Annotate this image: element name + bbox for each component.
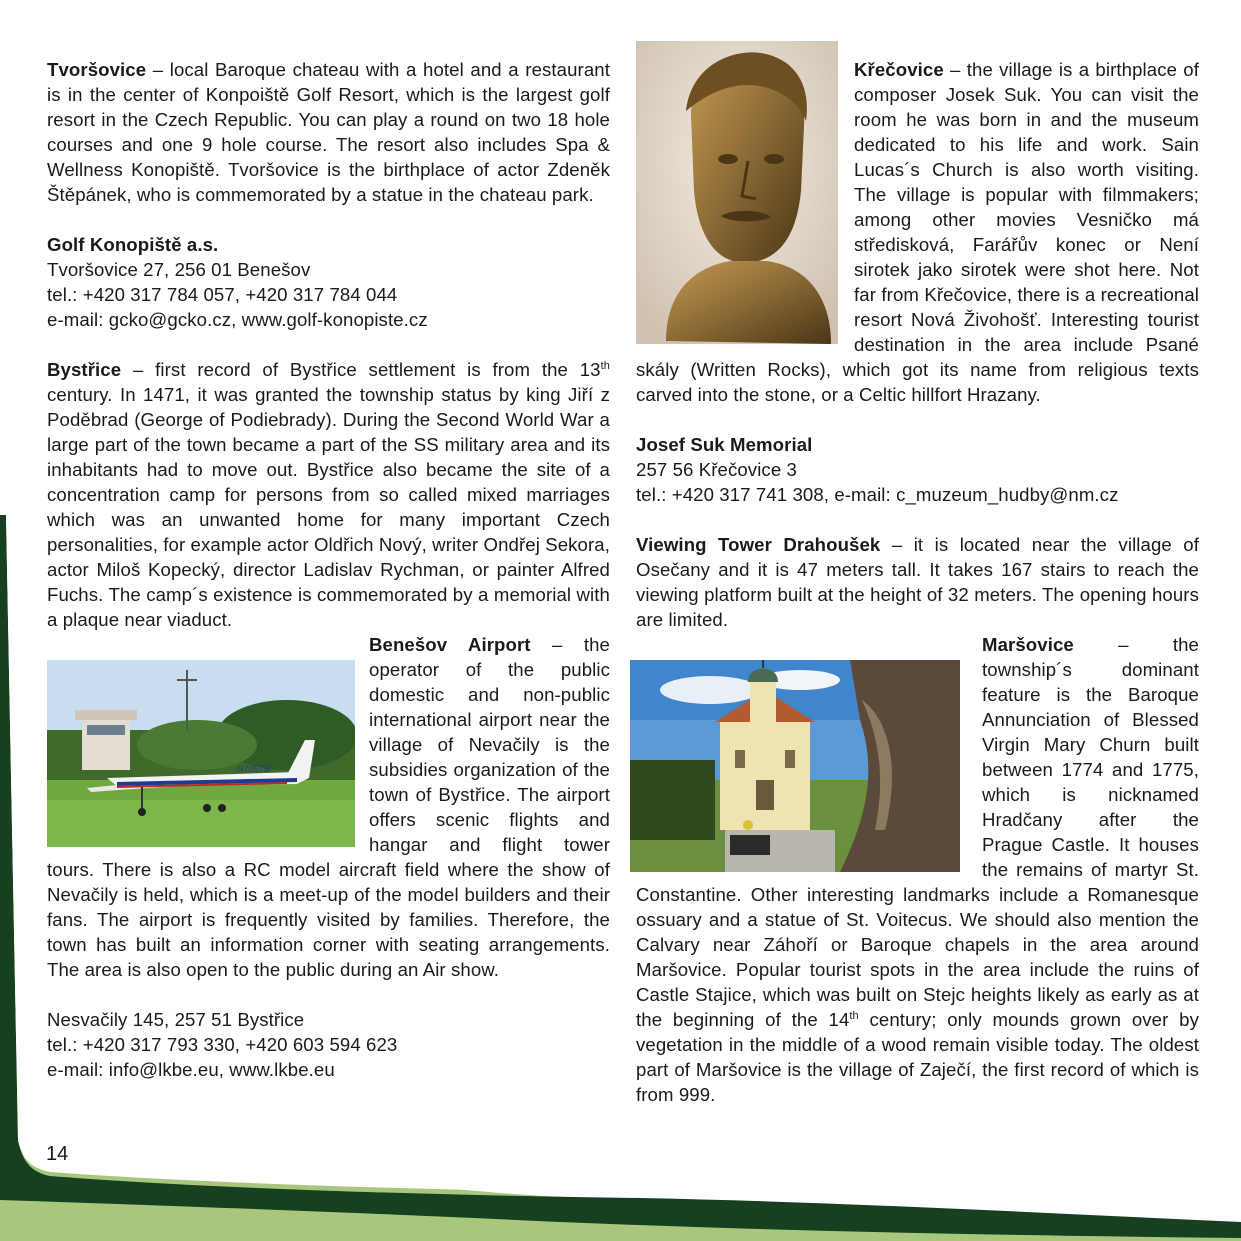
bystrice-sup: th (600, 359, 610, 372)
golf-block (47, 232, 610, 332)
golf-address: Tvoršovice 27, 256 01 Benešov (47, 259, 311, 280)
marsovice-text-a: – the township´s dominant feature is the Baroque Annunciation of Blessed Virgin Mary Churn built between 1774 and 1775, which is nicknamed Hradčany after the Prague Castle. It houses the remains of martyr St. Constantine. Other interesting landmarks include a Romanesque ossuary and a statue of St. Voitecus. We should also mention the Calvary near Záhoří or Baroque chapels in the area around Maršovice. Popular tourist spots in the area include the ruins of Castle Stajice, which was built on Stejc heights likely as early as at the beginning of the 14 (636, 634, 1199, 1030)
golf-email: e-mail: gcko@gcko.cz, www.golf-konopiste.cz (47, 309, 428, 330)
krecovice-text: – the village is a birthplace of composer Josek Suk. You can visit the room he was born in and the museum dedicated to his life and work. Sain Lucas´s Church is also worth visiting. The village is popular with filmmakers; among other movies Vesničko má středisková, Farářův konec or Není sirotek jako sirotek were shot here. Not far from Křečovice, there is a recreational resort Nová Živohošť. Interesting tourist destination in the area include Psané skály (Written Rocks), which got its name from religious texts carved into the stone, or a Celtic hillfort Hrazany. (636, 59, 1199, 405)
tower-heading: Viewing Tower Drahoušek (636, 534, 881, 555)
airport-text: – the operator of the public domestic and non-public international airport near the village of Nevačily is the subsidies organization of the town of Bystřice. The airport offers scenic flights and hangar and flight tower tours. There is also a RC model aircraft field where the show of Nevačily is held, which is a meet-up of the model builders and their fans. The airport is frequently visited by families. Therefore, the town has built an information corner with seating arrangements. The area is also open to the public during an Air show. (47, 634, 610, 980)
bystrice-text-a: – first record of Bystřice settlement is from the 13 (121, 359, 601, 380)
tvorsovice-text: – local Baroque chateau with a hotel and a restaurant is in the center of Konpoiště Golf Resort, which is the largest golf resort in the Czech Republic. You can play a round on two 18 hole courses and one 9 hole course. The resort also includes Spa & Wellness Konopiště. Tvoršovice is the birthplace of actor Zdeněk Štěpánek, who is commemorated by a statue in the chateau park. (47, 59, 610, 205)
tvorsovice-paragraph (47, 57, 610, 207)
suk-block (636, 432, 1199, 507)
marsovice-heading: Maršovice (982, 634, 1074, 655)
tvorsovice-heading: Tvoršovice (47, 59, 147, 80)
bystrice-text-b: century. In 1471, it was granted the township status by king Jiří z Poděbrad (George of Podiebrady). During the Second World War a large part of the town became a part of the SS military area and its inhabitants had to move out. Bystřice also became the site of a concentration camp for persons from so called mixed marriages which was an unwanted home for many important Czech personalities, for example actor Oldřich Nový, writer Ondřej Sekora, actor Miloš Kopecký, director Ladislav Rychman, or painter Alfred Fuchs. The camp´s existence is commemorated by a memorial with a plaque near viaduct. (47, 384, 610, 630)
page-number: 14 (46, 1143, 69, 1165)
bystrice-paragraph (47, 357, 610, 632)
tower-paragraph (636, 532, 1199, 632)
left-column (47, 57, 610, 1082)
tower-text: – it is located near the village of Osečany and it is 47 meters tall. It takes 167 stairs to reach the viewing platform built at the height of 32 meters. The opening hours are limited. (636, 534, 1199, 630)
golf-heading: Golf Konopiště a.s. (47, 234, 219, 255)
airport-tel: tel.: +420 317 793 330, +420 603 594 623 (47, 1034, 398, 1055)
suk-heading: Josef Suk Memorial (636, 434, 813, 455)
suk-contact: tel.: +420 317 741 308, e-mail: c_muzeum_hudby@nm.cz (636, 484, 1119, 505)
plane-registration: N7057B (237, 764, 271, 774)
marsovice-text-b: century; only mounds grown over by vegetation in the middle of a wood remain visible today. The oldest part of Maršovice is the village of Zaječí, the first record of which is from 999. (636, 1009, 1199, 1105)
airplane-photo (47, 660, 355, 847)
airport-heading: Benešov Airport (369, 634, 531, 655)
suk-address: 257 56 Křečovice 3 (636, 459, 797, 480)
marsovice-sup: th (849, 1009, 859, 1022)
airport-email: e-mail: info@lkbe.eu, www.lkbe.eu (47, 1059, 335, 1080)
right-column (636, 57, 1199, 1107)
bystrice-heading: Bystřice (47, 359, 122, 380)
bust-photo (636, 41, 838, 344)
airport-address: Nesvačily 145, 257 51 Bystřice (47, 1009, 305, 1030)
airport-contact (47, 1007, 610, 1082)
church-photo (630, 660, 960, 872)
golf-tel: tel.: +420 317 784 057, +420 317 784 044 (47, 284, 398, 305)
krecovice-heading: Křečovice (854, 59, 944, 80)
